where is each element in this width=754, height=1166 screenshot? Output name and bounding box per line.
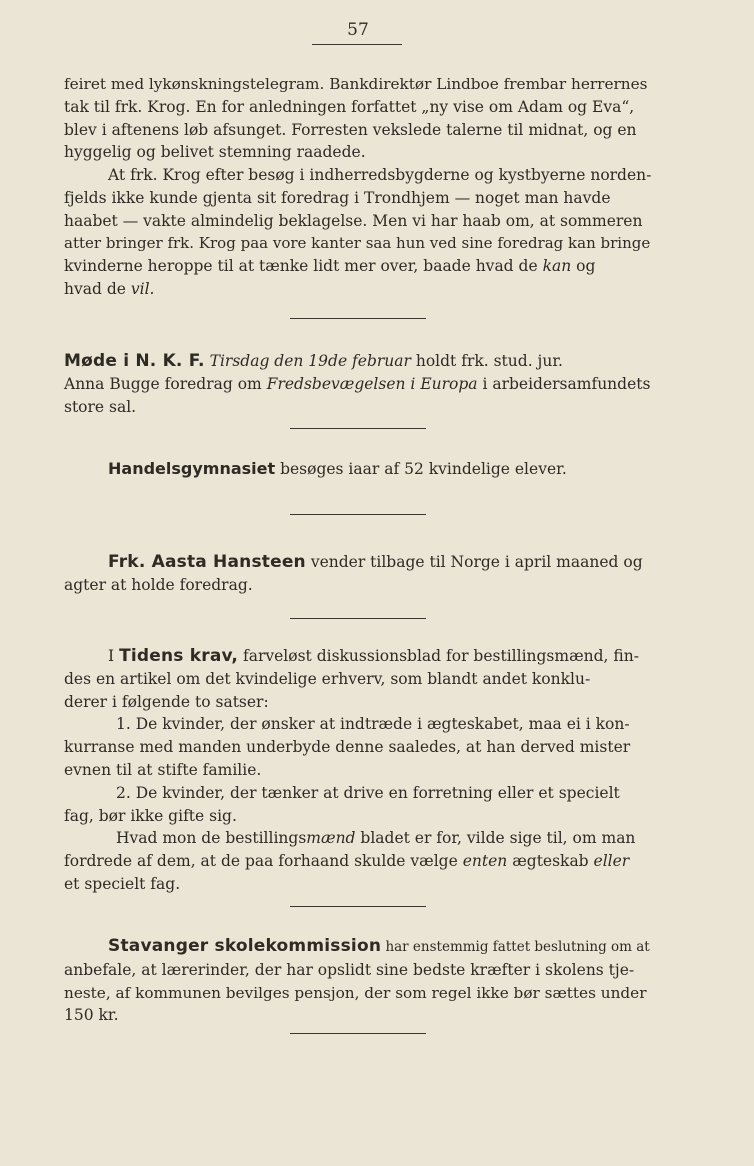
text-run: I <box>108 647 115 665</box>
text-line: neste, af kommunen bevilges pensjon, der som regel ikke bør sættes under <box>64 983 647 1002</box>
paragraph-handelsgymnasiet <box>64 458 654 481</box>
text-run: i arbeidersamfundets <box>482 374 651 393</box>
emphasis-title: Europa <box>420 374 478 393</box>
text-run: fordrede af dem, at de paa forhaand skulde vælge <box>64 852 458 871</box>
emphasis-maend: mænd <box>306 829 356 848</box>
text-line: 150 kr. <box>64 1006 119 1025</box>
text-line: derer i følgende to satser: <box>64 692 269 711</box>
text-run: besøges iaar af 52 kvindelige elever. <box>280 460 567 478</box>
text-line <box>64 373 654 396</box>
text-run: hvad de <box>64 279 126 298</box>
text-line: feiret med lykønskningstelegram. Bankdirektør Lindboe frembar herrernes <box>64 75 648 93</box>
emphasis-title: i <box>410 374 416 393</box>
page-number: 57 <box>347 20 369 40</box>
emphasis-kan: kan <box>542 257 572 276</box>
text-line: fjelds ikke kunde gjenta sit foredrag i Trondhjem — noget man havde <box>64 188 611 207</box>
text-run: ægteskab <box>512 852 589 871</box>
text-line: des en artikel om det kvindelige erhverv, som blandt andet konklu- <box>64 669 591 688</box>
list-item: kurranse med manden underbyde denne saaledes, at han derved mister <box>64 738 631 757</box>
text-line <box>64 255 654 278</box>
text-line: blev i aftenens løb afsunget. Forresten vekslede talerne til midnat, og en <box>64 120 637 139</box>
section-divider <box>290 1033 426 1034</box>
text-line: store sal. <box>64 397 137 416</box>
text-run: kvinderne heroppe til at tænke lidt mer over, baade hvad de <box>64 257 538 276</box>
text-line: atter bringer frk. Krog paa vore kanter saa hun ved sine foredrag kan bringe <box>64 234 651 253</box>
heading-tidens-krav: Tidens krav, <box>119 646 239 666</box>
text-line <box>64 458 654 481</box>
text-line: anbefale, at lærerinder, der har opslidt sine bedste kræfter i skolens tje- <box>64 960 635 979</box>
text-line: tak til frk. Krog. En for anledningen forfattet „ny vise om Adam og Eva“, <box>64 97 635 116</box>
heading-hansteen: Frk. Aasta Hansteen <box>108 552 306 572</box>
section-divider <box>290 514 426 515</box>
section-divider <box>290 318 426 319</box>
list-item: fag, bør ikke gifte sig. <box>64 806 237 825</box>
emphasis-vil: vil. <box>130 279 155 298</box>
section-divider <box>290 428 426 429</box>
paragraph-krog <box>64 164 654 301</box>
text-run: har enstemmig fattet beslutning om at <box>385 939 650 955</box>
text-run: holdt frk. stud. jur. <box>415 352 563 370</box>
paragraph-telegram <box>64 73 654 164</box>
text-line <box>64 935 654 959</box>
text-line: et specielt fag. <box>64 874 181 893</box>
text-run: og <box>576 257 596 276</box>
section-divider <box>290 906 426 907</box>
text-line <box>64 827 654 850</box>
emphasis-title: Fredsbevægelsen <box>266 374 406 393</box>
paragraph-hansteen <box>64 551 654 597</box>
text-line <box>64 278 654 301</box>
text-line <box>64 850 654 873</box>
emphasis-eller: eller <box>593 852 630 871</box>
paragraph-tidens-krav <box>64 645 654 896</box>
text-run: farveløst diskussionsblad for bestillingsmænd, fin- <box>242 647 639 665</box>
text-run: Hvad mon de bestillings <box>116 829 307 848</box>
emphasis-enten: enten <box>462 852 508 871</box>
text-line <box>64 551 654 574</box>
text-line: hyggelig og belivet stemning raadede. <box>64 143 366 162</box>
heading-stavanger: Stavanger skolekommission <box>108 936 382 956</box>
paragraph-stavanger <box>64 935 654 1027</box>
heading-mode-nkf: Møde i N. K. F. <box>64 351 205 371</box>
heading-handelsgymnasiet: Handelsgymnasiet <box>108 459 276 478</box>
text-line <box>64 350 654 373</box>
text-line: agter at holde foredrag. <box>64 575 253 594</box>
list-item: 1. De kvinder, der ønsker at indtræde i ægteskabet, maa ei i kon- <box>116 715 630 734</box>
text-run: Anna Bugge foredrag om <box>64 374 262 393</box>
text-line <box>64 645 654 668</box>
emphasis-date: Tirsdag den 19de februar <box>209 352 411 370</box>
page-number-rule <box>312 44 402 45</box>
paragraph-mode-nkf <box>64 350 654 418</box>
list-item: 2. De kvinder, der tænker at drive en forretning eller et specielt <box>116 783 620 802</box>
section-divider <box>290 618 426 619</box>
text-run: vender tilbage til Norge i april maaned og <box>310 553 643 571</box>
text-line: At frk. Krog efter besøg i indherredsbygderne og kystbyerne norden- <box>108 166 652 184</box>
text-line: haabet — vakte almindelig beklagelse. Men vi har haab om, at sommeren <box>64 211 643 230</box>
list-item: evnen til at stifte familie. <box>64 760 262 779</box>
text-run: bladet er for, vilde sige til, om man <box>360 829 636 848</box>
